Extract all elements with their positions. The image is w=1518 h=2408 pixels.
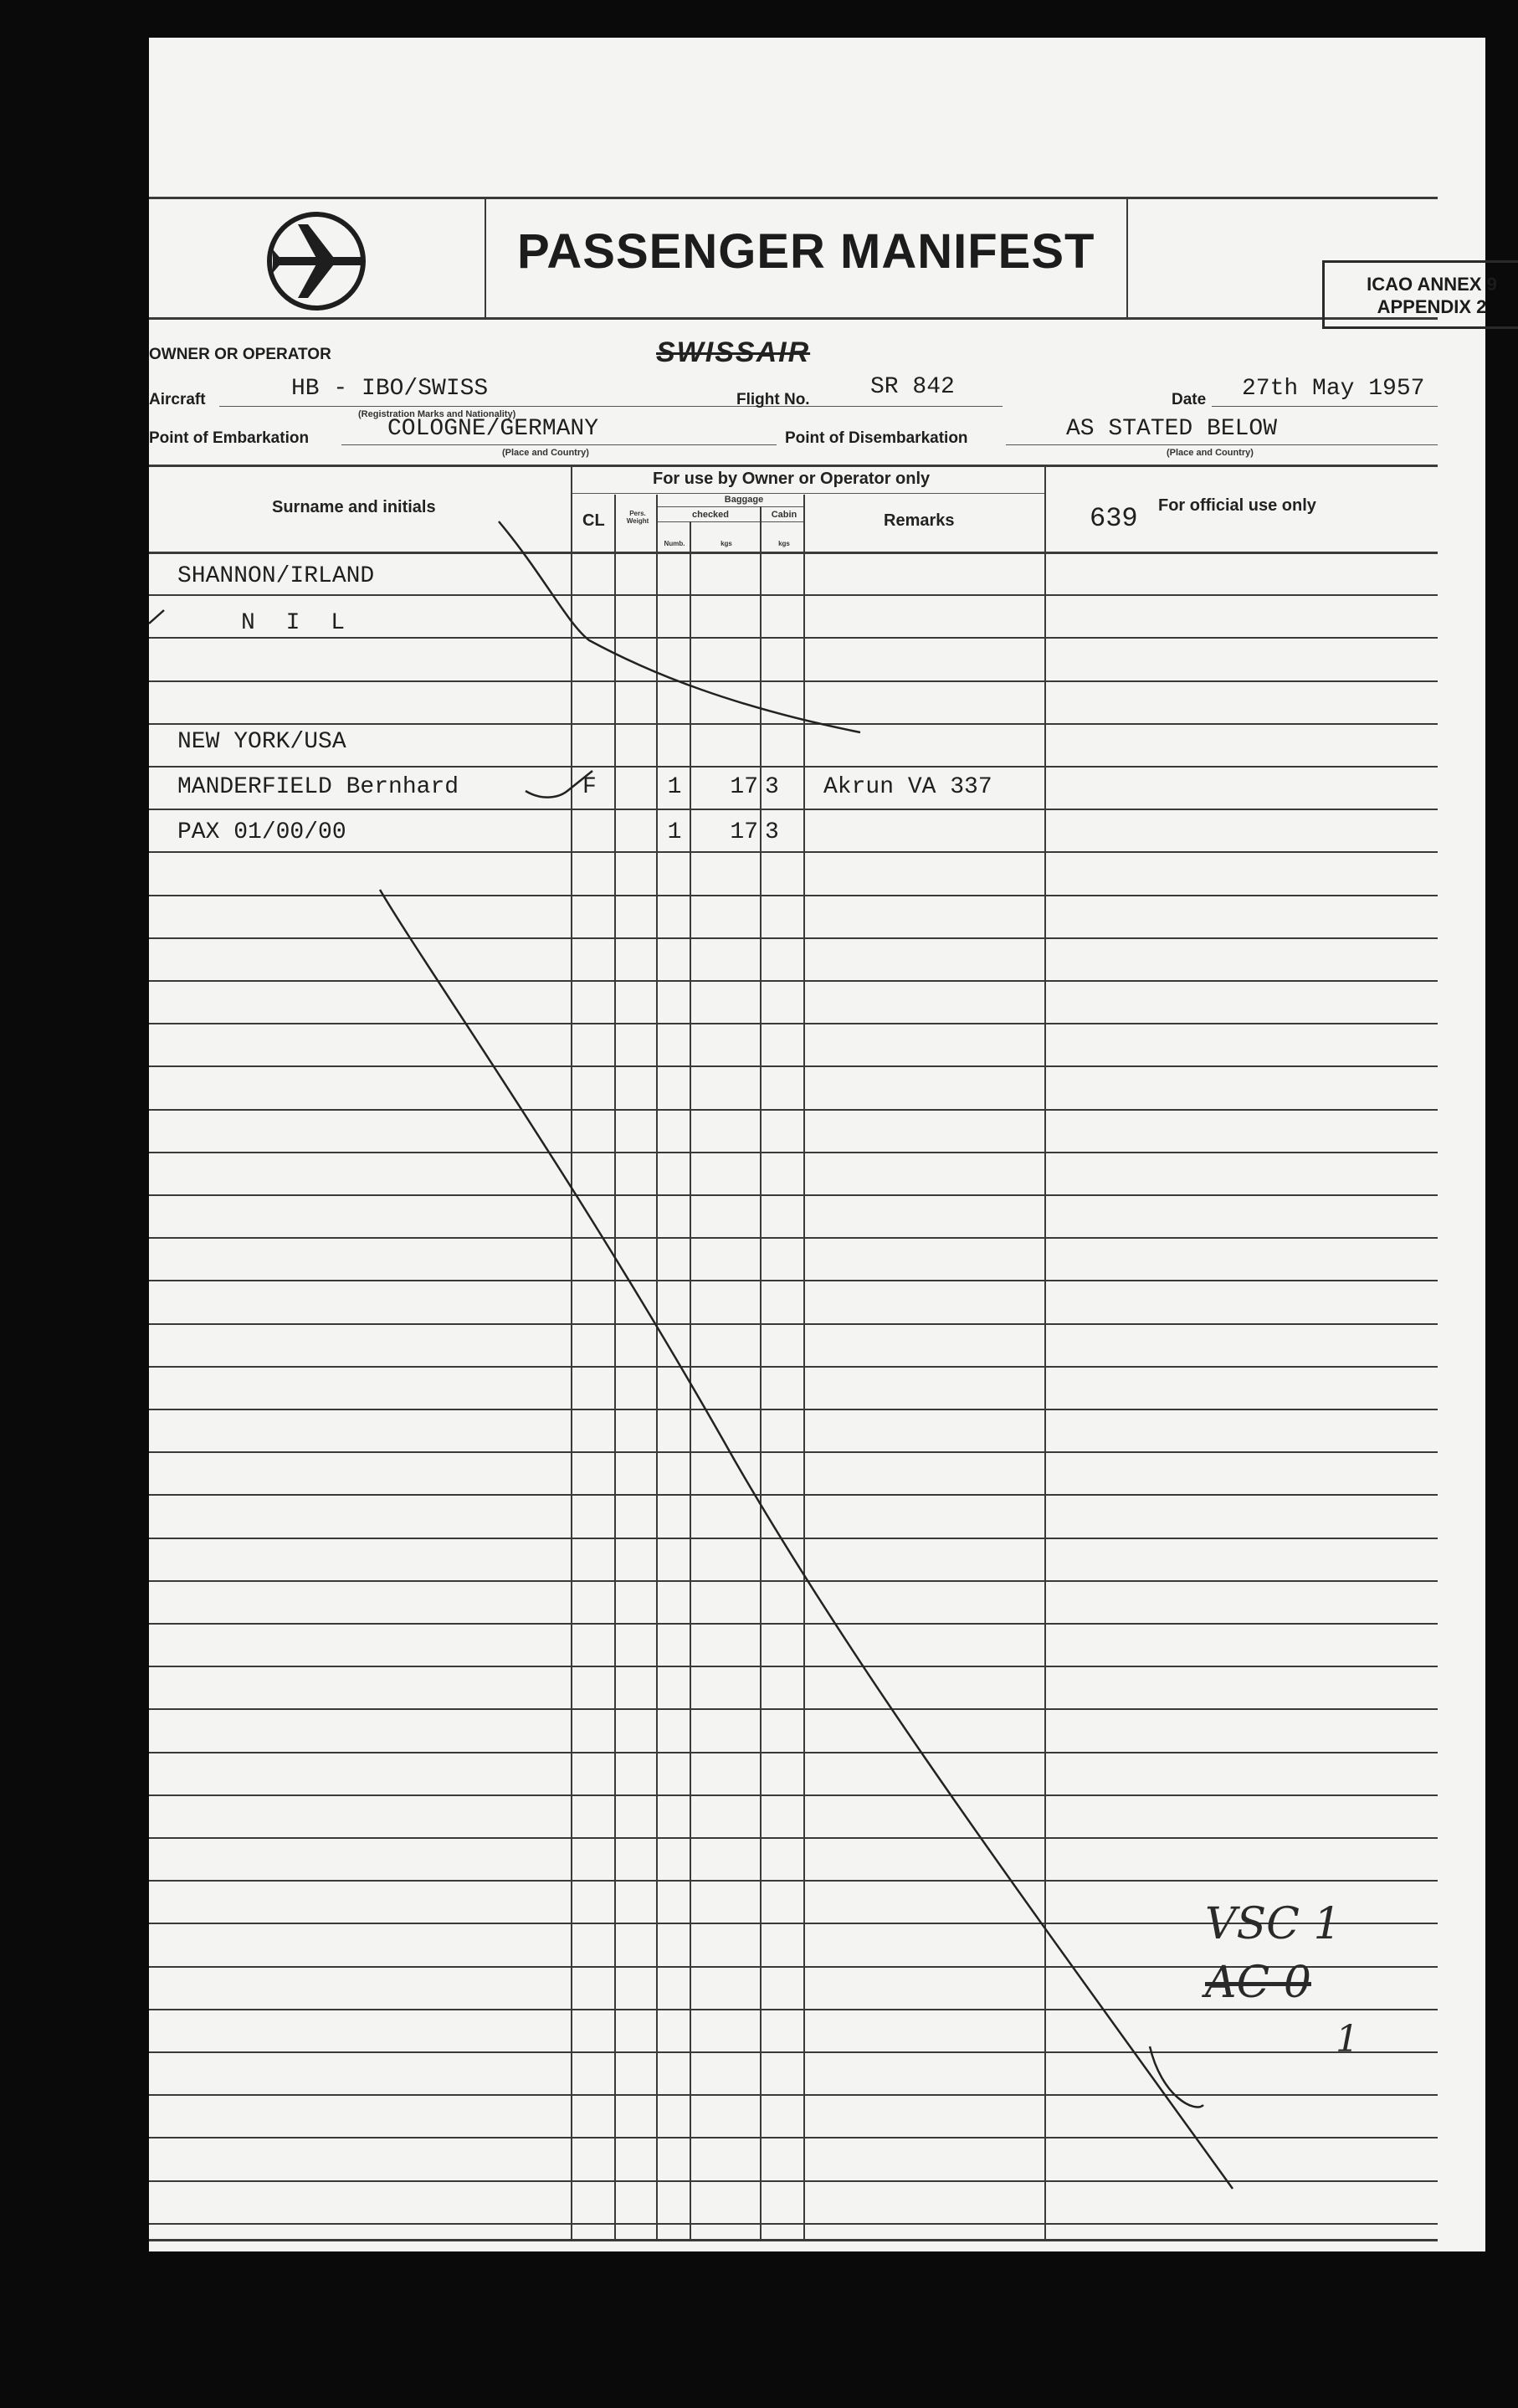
row-5-numb: 1 (667, 819, 682, 845)
disembarkation-value: AS STATED BELOW (1066, 416, 1278, 442)
row-4-remarks: Akrun VA 337 (823, 774, 992, 800)
handwritten-line-3: 1 (1336, 2018, 1359, 2061)
flight-no-label: Flight No. (736, 391, 810, 408)
pers-label: Pers. (629, 510, 646, 517)
registration-note: (Registration Marks and Nationality) (358, 409, 516, 419)
row-3-name: NEW YORK/USA (177, 729, 346, 755)
col-kgs-header: kgs (721, 540, 732, 547)
embarkation-value: COLOGNE/GERMANY (387, 416, 599, 442)
col-cabin-header: Cabin (771, 510, 797, 520)
col-checked-header: checked (691, 510, 730, 520)
col-numb-header: Numb. (664, 540, 685, 547)
airline-brand: SWISSAIR (656, 336, 811, 368)
aircraft-label: Aircraft (149, 391, 206, 408)
page-title: PASSENGER MANIFEST (517, 224, 1095, 279)
place-country-note-2: (Place and Country) (1167, 448, 1254, 458)
embarkation-label: Point of Embarkation (149, 429, 310, 447)
col-remarks-header: Remarks (884, 511, 955, 530)
row-5-cabin: 3 (765, 819, 779, 845)
date-label: Date (1172, 391, 1207, 408)
col-official-header: For official use only (1158, 496, 1316, 515)
pen-check-mark (526, 771, 592, 798)
handwritten-line-1: VSC 1 (1205, 1899, 1341, 1949)
pen-diagonal-strike (380, 890, 1233, 2189)
col-cabin-kgs-header: kgs (778, 540, 790, 547)
pen-stroke-upper (499, 521, 860, 732)
handwritten-line-2: AC 0 (1205, 1958, 1311, 2008)
weight-label: Weight (626, 517, 649, 525)
col-cl-header: CL (582, 511, 605, 530)
icao-line-2: APPENDIX 2 (1377, 296, 1487, 317)
row-4-cl: F (582, 774, 597, 800)
row-4-numb: 1 (667, 774, 682, 800)
row-4-cabin: 3 (765, 774, 779, 800)
row-2-name: N I L (241, 610, 354, 636)
date-value: 27th May 1957 (1242, 376, 1425, 402)
col-baggage-header: Baggage (724, 495, 764, 505)
manifest-paper (149, 38, 1497, 2251)
row-5-kgs: 17 (730, 819, 758, 845)
flight-no-value: SR 842 (870, 374, 955, 400)
col-owner-use-header: For use by Owner or Operator only (653, 470, 931, 488)
pen-hook (1150, 2046, 1203, 2107)
aircraft-value: HB - IBO/SWISS (291, 376, 489, 402)
owner-label: OWNER OR OPERATOR (149, 346, 331, 363)
row-1-name: SHANNON/IRLAND (177, 563, 375, 589)
col-surname-header: Surname and initials (272, 498, 436, 516)
place-country-note-1: (Place and Country) (502, 448, 589, 458)
row-5-name: PAX 01/00/00 (177, 819, 346, 845)
official-number: 639 (1090, 503, 1138, 534)
row-4-kgs: 17 (730, 774, 758, 800)
disembarkation-label: Point of Disembarkation (785, 429, 968, 447)
row-4-name: MANDERFIELD Bernhard (177, 774, 459, 800)
pen-tick-left (149, 610, 164, 624)
icao-line-1: ICAO ANNEX 9 (1367, 274, 1497, 295)
